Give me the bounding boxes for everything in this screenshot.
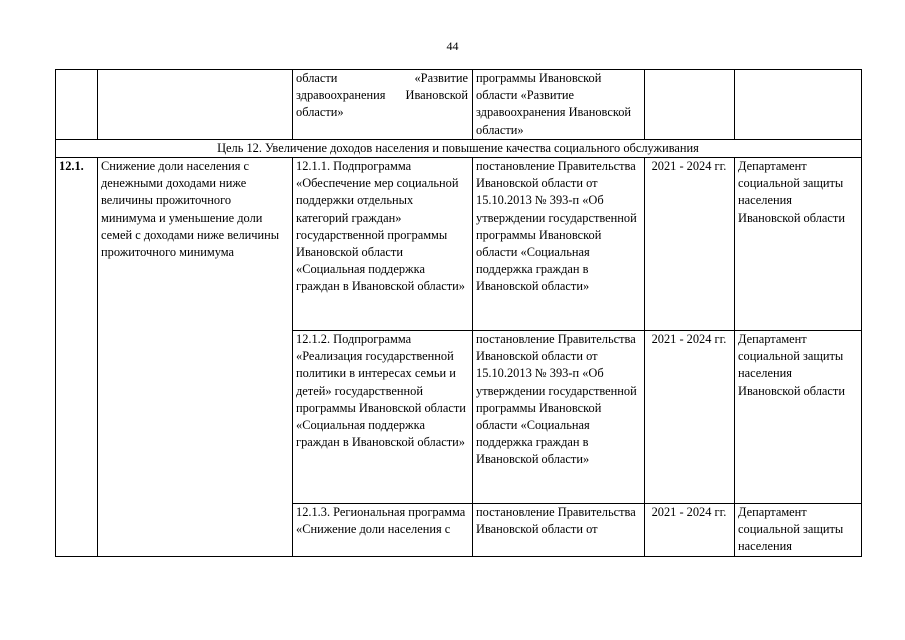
program-cell: 12.1.3. Региональная программа «Снижение доли населения с	[293, 504, 473, 557]
basis-cell: постановление Правительства Ивановской области от	[473, 504, 645, 557]
continued-basis-cell: программы Ивановской области «Развитие здравоохранения Ивановской области»	[473, 70, 645, 140]
continued-period-cell	[645, 70, 735, 140]
measures-table	[55, 69, 862, 557]
executor-cell: Департамент социальной защиты населения Ивановской области	[735, 331, 862, 504]
continued-task-cell	[98, 70, 293, 140]
continued-program-cell: области «Развитие здравоохранения Ивановской области»	[293, 70, 473, 140]
executor-cell: Департамент социальной защиты населения Ивановской области	[735, 158, 862, 331]
task-description: Снижение доли населения с денежными доходами ниже величины прожиточного минимума и уменьшение доли семей с доходами ниже величины прожиточного минимума	[98, 158, 293, 557]
period-cell: 2021 - 2024 гг.	[645, 504, 735, 557]
continued-num-cell	[56, 70, 98, 140]
continued-row	[56, 70, 862, 140]
goal-12-heading: Цель 12. Увеличение доходов населения и повышение качества социального обслуживания	[56, 139, 862, 157]
program-cell: 12.1.1. Подпрограмма «Обеспечение мер социальной поддержки отдельных категорий граждан» государственной программы Ивановской области «Социальная поддержка граждан в Ивановской области»	[293, 158, 473, 331]
page-number: 44	[446, 39, 459, 53]
continued-executor-cell	[735, 70, 862, 140]
period-cell: 2021 - 2024 гг.	[645, 158, 735, 331]
basis-cell: постановление Правительства Ивановской области от 15.10.2013 № 393-п «Об утверждении государственной программы Ивановской области «Социальная поддержка граждан в Ивановской области»	[473, 158, 645, 331]
program-cell: 12.1.2. Подпрограмма «Реализация государственной политики в интересах семьи и детей» государственной программы Ивановской области «Социальная поддержка граждан в Ивановской области»	[293, 331, 473, 504]
executor-cell: Департамент социальной защиты населения	[735, 504, 862, 557]
task-number: 12.1.	[56, 158, 98, 557]
table-row	[56, 158, 862, 331]
period-cell: 2021 - 2024 гг.	[645, 331, 735, 504]
goal-row	[56, 139, 862, 157]
basis-cell: постановление Правительства Ивановской области от 15.10.2013 № 393-п «Об утверждении государственной программы Ивановской области «Социальная поддержка граждан в Ивановской области»	[473, 331, 645, 504]
